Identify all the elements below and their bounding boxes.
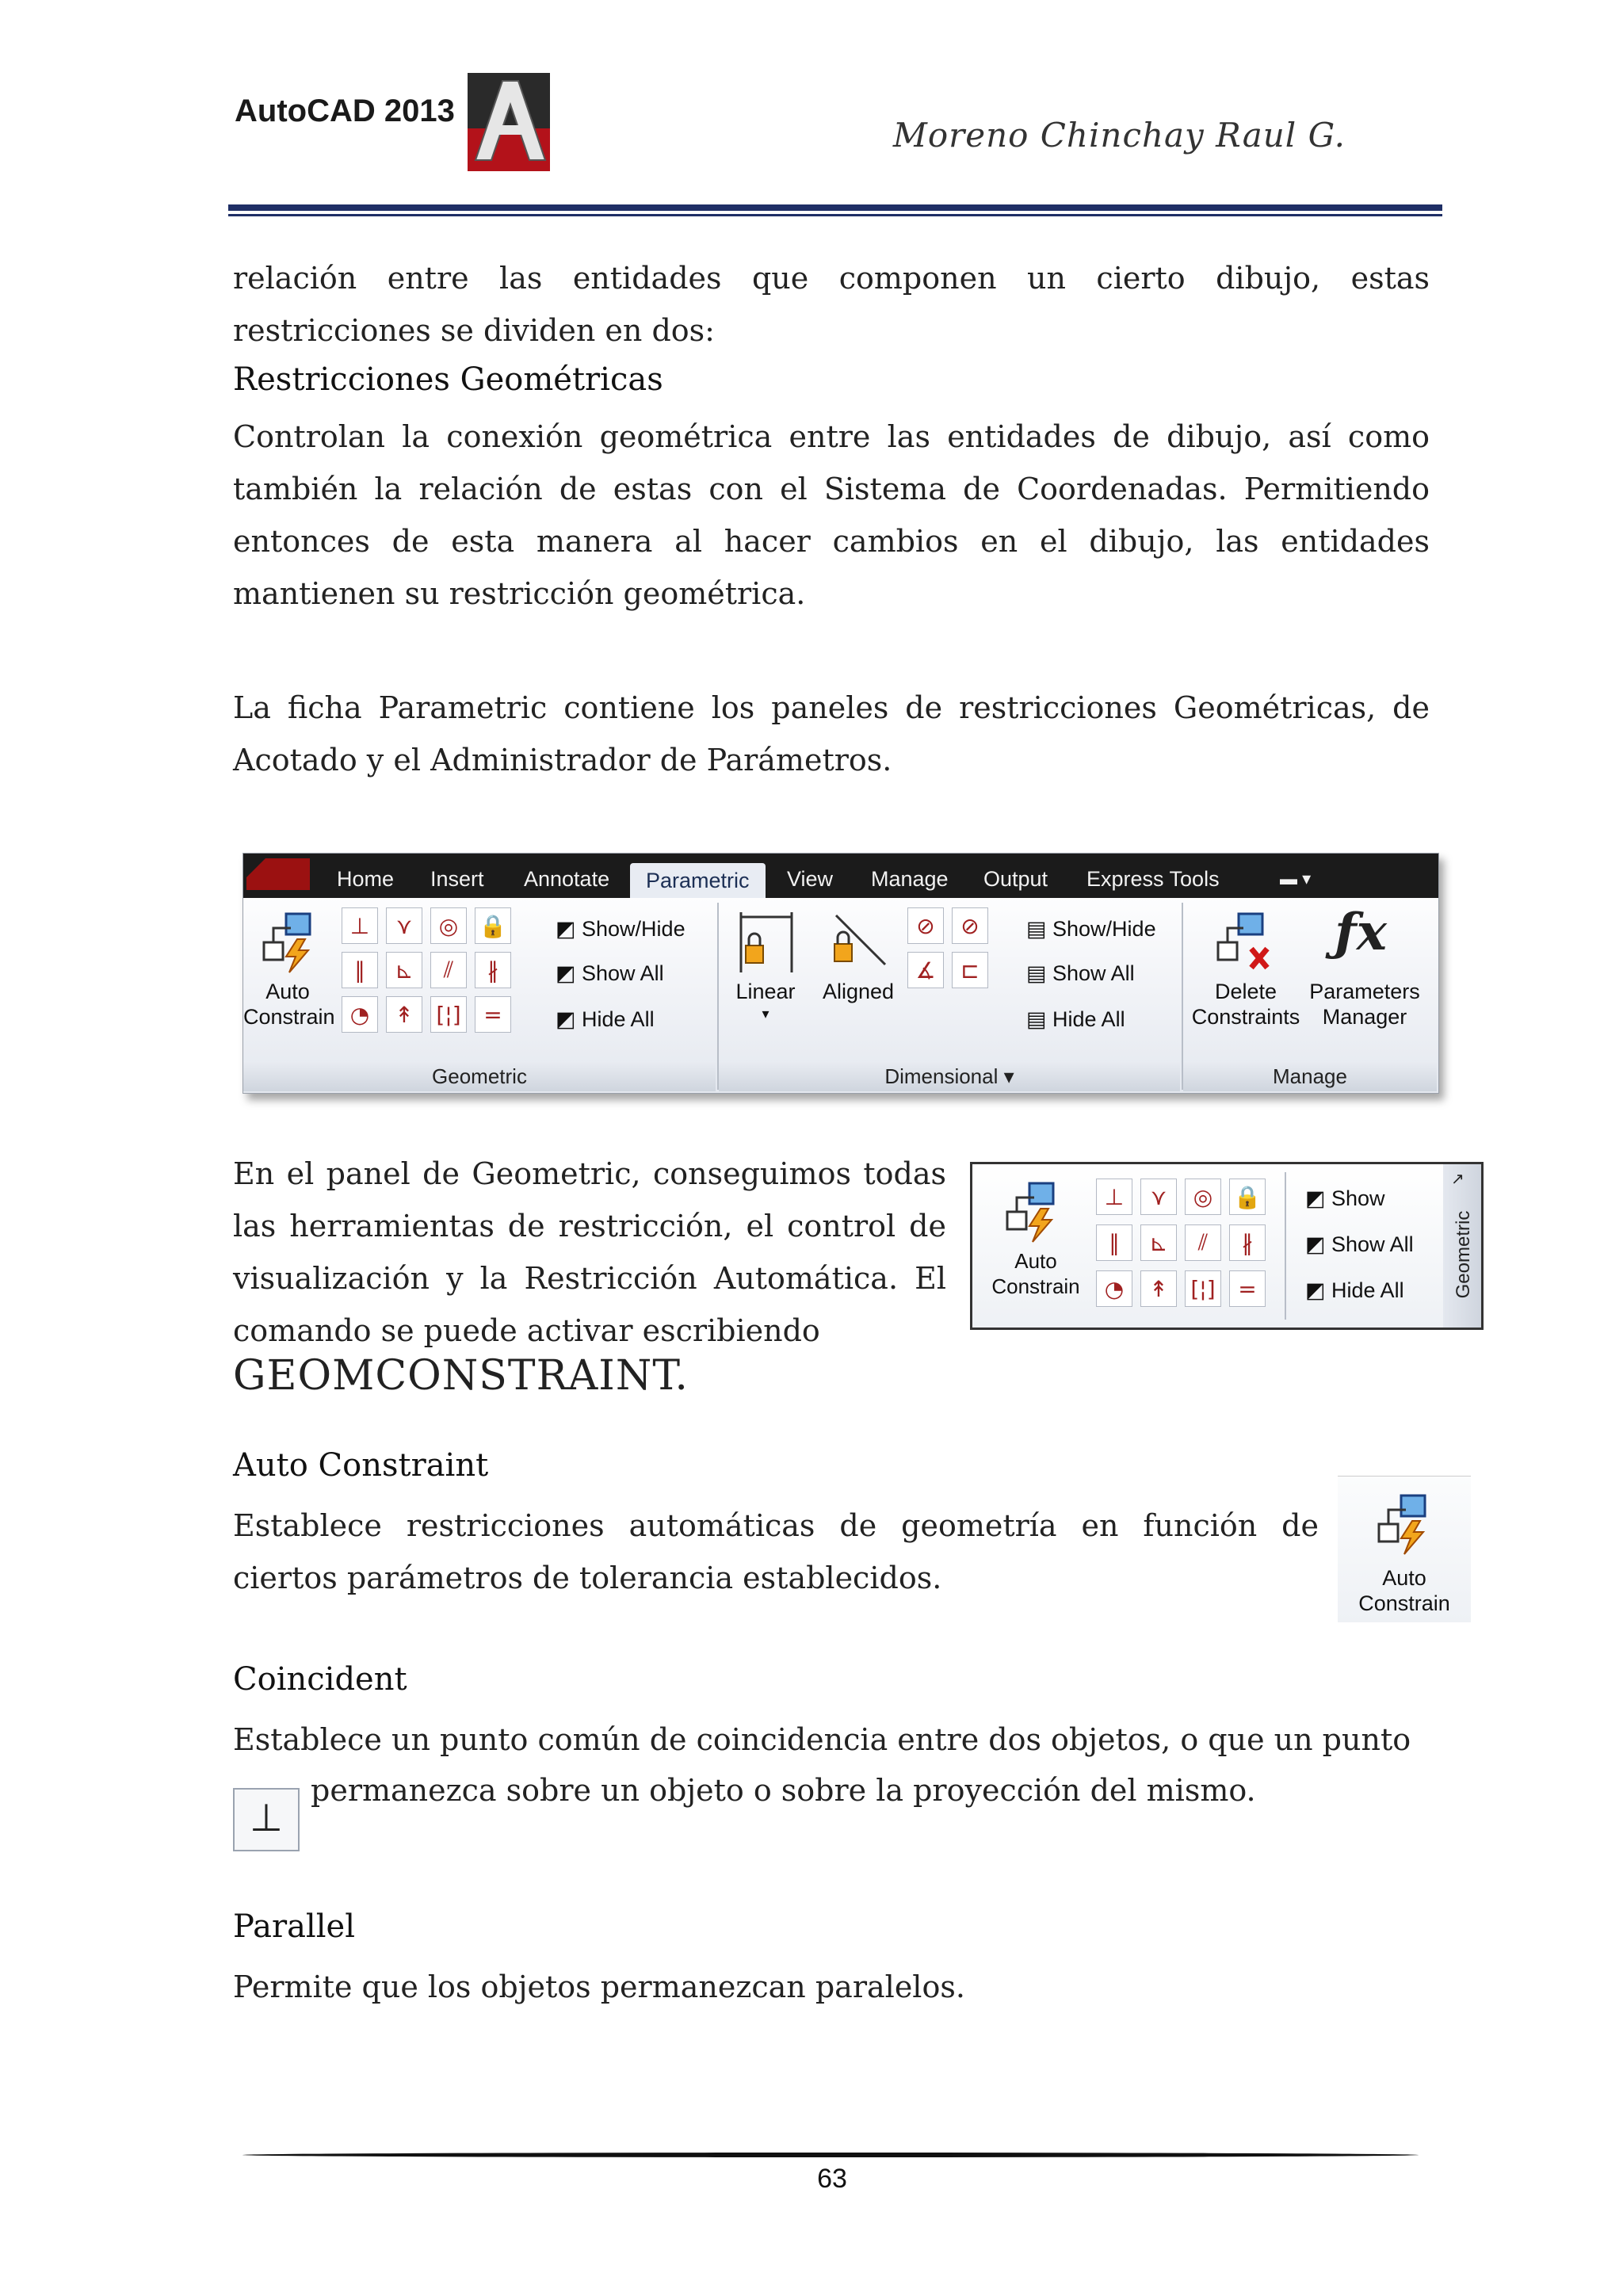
gp-vertical-label: Geometric	[1453, 1210, 1474, 1299]
dim-show-hide-icon: ▤	[1026, 917, 1053, 941]
parallel-icon[interactable]: ∥	[1096, 1224, 1132, 1261]
linear-dimension-icon[interactable]	[735, 909, 798, 976]
auto-constrain-icon[interactable]	[1002, 1180, 1061, 1244]
ribbon-tab-bar	[243, 854, 1438, 898]
page-number: 63	[817, 2164, 847, 2194]
tab-insert[interactable]: Insert	[430, 867, 484, 891]
show-hide-icon: ◩	[556, 917, 582, 941]
equal-icon[interactable]: =	[475, 996, 511, 1033]
vertical-icon[interactable]: ∦	[475, 952, 511, 988]
angular-icon[interactable]: ∡	[907, 952, 944, 988]
auto-constrain-button-image	[1338, 1476, 1471, 1622]
gp-auto-label-2: Constrain	[991, 1274, 1080, 1298]
gp-auto-label-1: Auto	[1014, 1249, 1057, 1273]
panel-dimensional-text: Dimensional	[884, 1064, 999, 1088]
coincident-body-1: Establece un punto común de coincidencia entre dos objetos, o que un punto	[233, 1722, 1411, 1757]
delete-label-2: Constraints	[1191, 1005, 1300, 1029]
concentric-icon[interactable]: ◎	[430, 907, 467, 944]
intro-text: relación entre las entidades que componen un cierto dibujo, estas restricciones se dividen en dos:	[233, 261, 1430, 348]
dim-show-all-icon: ▤	[1026, 961, 1053, 985]
horizontal-icon[interactable]: ⫽	[1185, 1224, 1221, 1261]
smooth-icon[interactable]: ↟	[1140, 1270, 1177, 1307]
aligned-label: Aligned	[822, 980, 895, 1003]
header-author: Moreno Chinchay Raul G.	[892, 116, 1346, 155]
auto-constrain-label-2: Constrain	[243, 1005, 335, 1029]
gp-show-all-label: Show All	[1331, 1232, 1414, 1256]
panel-manage-text: Manage	[1273, 1064, 1347, 1088]
gp-hide-all-button[interactable]	[1305, 1278, 1404, 1303]
panel-geometric-text: Geometric	[432, 1064, 527, 1088]
show-all-label: Show All	[582, 961, 664, 985]
header-rule	[228, 204, 1442, 211]
auto-icon-label-1: Auto	[1382, 1566, 1426, 1590]
gp-show-button[interactable]	[1305, 1186, 1385, 1211]
header-title: AutoCAD 2013	[235, 94, 455, 128]
auto-constrain-label-1: Auto	[265, 980, 310, 1003]
header-rule-thin	[228, 214, 1442, 216]
panel-label-manage[interactable]	[1183, 1061, 1437, 1091]
delete-constraints-icon[interactable]	[1215, 911, 1275, 974]
params-label-2: Manager	[1322, 1005, 1407, 1029]
heading-restricciones-geometricas: Restricciones Geométricas	[233, 361, 663, 398]
equal-icon[interactable]: =	[1229, 1270, 1266, 1307]
fix-icon[interactable]: 🔒	[475, 907, 511, 944]
geomconstraint-command: GEOMCONSTRAINT.	[233, 1352, 689, 1400]
parallel-body: Permite que los objetos permanezcan paralelos.	[233, 1969, 965, 2004]
collinear-icon[interactable]: ⋎	[386, 907, 422, 944]
perpendicular-icon[interactable]: ⊾	[1140, 1224, 1177, 1261]
auto-constrain-icon[interactable]	[259, 911, 318, 974]
aligned-dimension-icon[interactable]	[827, 909, 890, 976]
geo-body: Controlan la conexión geométrica entre las entidades de dibujo, así como también la relación de estas con el Sistema de Coordenadas. Permitiendo entonces de esta manera al hacer cambios en el dibujo, las entidades mantienen su restricción geométrica.	[233, 419, 1430, 611]
diameter-icon[interactable]: ⊘	[952, 907, 988, 944]
panel-label-geometric[interactable]	[243, 1061, 716, 1091]
tab-home[interactable]: Home	[337, 867, 395, 891]
auto-icon-label-2: Constrain	[1358, 1591, 1450, 1615]
show-all-button[interactable]	[556, 961, 664, 986]
gp-show-all-button[interactable]	[1305, 1232, 1414, 1257]
app-menu-icon[interactable]	[246, 858, 310, 890]
parallel-icon[interactable]: ∥	[342, 952, 378, 988]
linear-dropdown-icon[interactable]: ▾	[762, 1006, 769, 1022]
fix-icon[interactable]: 🔒	[1229, 1179, 1266, 1215]
coincident-icon[interactable]: ⊥	[342, 907, 378, 944]
convert-icon[interactable]: ⊏	[952, 952, 988, 988]
ribbon-options-icon[interactable]: ▬ ▾	[1280, 869, 1312, 888]
geometric-panel-image	[970, 1162, 1484, 1330]
panel-expand-icon[interactable]: ↗	[1451, 1171, 1465, 1188]
vertical-icon[interactable]: ∦	[1229, 1224, 1266, 1261]
geo-body-2: La ficha Parametric contiene los paneles de restricciones Geométricas, de Acotado y el Administrador de Parámetros.	[233, 690, 1430, 777]
dim-show-hide-label: Show/Hide	[1052, 917, 1156, 941]
autocad-logo	[468, 73, 550, 171]
params-label-1: Parameters	[1309, 980, 1420, 1003]
tab-output[interactable]: Output	[983, 867, 1048, 891]
horizontal-icon[interactable]: ⫽	[430, 952, 467, 988]
symmetric-icon[interactable]: [¦]	[1185, 1270, 1221, 1307]
heading-coincident: Coincident	[233, 1661, 407, 1698]
tangent-icon[interactable]: ◔	[1096, 1270, 1132, 1307]
hide-all-button[interactable]	[556, 1007, 655, 1032]
gp-show-label: Show	[1331, 1186, 1385, 1210]
fx-parameters-icon[interactable]: ƒx	[1335, 903, 1387, 962]
radius-icon[interactable]: ⊘	[907, 907, 944, 944]
gp-hide-all-icon: ◩	[1305, 1278, 1332, 1302]
hide-all-label: Hide All	[582, 1007, 655, 1031]
collinear-icon[interactable]: ⋎	[1140, 1179, 1177, 1215]
dim-show-all-label: Show All	[1052, 961, 1135, 985]
symmetric-icon[interactable]: [¦]	[430, 996, 467, 1033]
smooth-icon[interactable]: ↟	[386, 996, 422, 1033]
tab-view[interactable]: View	[787, 867, 834, 891]
gp-show-all-icon: ◩	[1305, 1232, 1332, 1256]
heading-auto-constraint: Auto Constraint	[233, 1447, 489, 1484]
dim-show-all-button[interactable]	[1026, 961, 1135, 986]
show-all-icon: ◩	[556, 961, 582, 985]
coincident-icon[interactable]: ⊥	[1096, 1179, 1132, 1215]
dim-show-hide-button[interactable]	[1026, 917, 1156, 942]
linear-label: Linear	[735, 980, 796, 1003]
dim-hide-all-icon: ▤	[1026, 1007, 1053, 1031]
tab-annotate[interactable]: Annotate	[524, 867, 610, 891]
show-hide-button[interactable]	[556, 917, 685, 942]
dim-hide-all-button[interactable]	[1026, 1007, 1125, 1032]
hide-all-icon: ◩	[556, 1007, 582, 1031]
perpendicular-icon[interactable]: ⊾	[386, 952, 422, 988]
coincident-body-2: permanezca sobre un objeto o sobre la proyección del mismo.	[311, 1773, 1256, 1808]
show-hide-label: Show/Hide	[582, 917, 685, 941]
tangent-icon[interactable]: ◔	[342, 996, 378, 1033]
panel-separator	[1285, 1172, 1286, 1320]
tab-express-tools[interactable]: Express Tools	[1086, 867, 1220, 891]
dim-hide-all-label: Hide All	[1052, 1007, 1125, 1031]
footer-rule	[242, 2153, 1419, 2157]
panel-label-dimensional[interactable]: Dimensional ▾	[719, 1061, 1180, 1091]
concentric-icon[interactable]: ◎	[1185, 1179, 1221, 1215]
tab-manage[interactable]: Manage	[871, 867, 949, 891]
parametric-ribbon	[242, 853, 1439, 1094]
heading-parallel: Parallel	[233, 1908, 355, 1945]
coincident-icon: ⊥	[233, 1788, 300, 1851]
auto-constrain-icon[interactable]	[1374, 1492, 1433, 1556]
panel-description: En el panel de Geometric, conseguimos todas las herramientas de restricción, el control de visualización y la Restricción Automática. El comando se puede activar escribiendo	[233, 1156, 946, 1348]
delete-label-1: Delete	[1214, 980, 1277, 1003]
gp-show-icon: ◩	[1305, 1186, 1332, 1210]
tab-parametric[interactable]: Parametric	[630, 863, 766, 898]
gp-hide-all-label: Hide All	[1331, 1278, 1404, 1302]
auto-constraint-body: Establece restricciones automáticas de geometría en función de ciertos parámetros de tolerancia establecidos.	[233, 1508, 1319, 1595]
